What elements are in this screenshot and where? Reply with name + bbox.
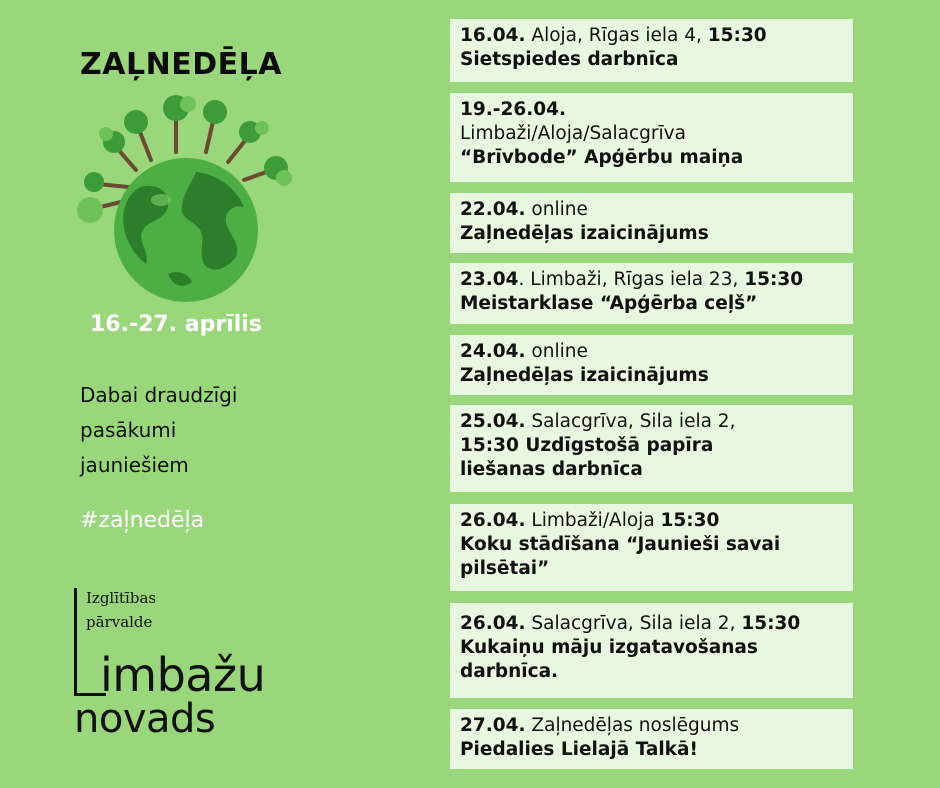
- event-card: [450, 603, 853, 698]
- event-card: [450, 405, 853, 492]
- event-title: “Brīvbode” Apģērbu maiņa: [460, 147, 744, 168]
- page-title: ZAĻNEDĒĻA: [80, 47, 282, 82]
- event-title: Piedalies Lielajā Talkā!: [460, 739, 698, 760]
- event-date: 27.04.: [460, 715, 526, 736]
- event-place: Limbaži/Aloja: [525, 510, 661, 531]
- event-place: online: [525, 341, 588, 362]
- event-title: liešanas darbnīca: [460, 459, 643, 480]
- event-title: Zaļnedēļas izaicinājums: [460, 223, 709, 244]
- event-title: 15:30 Uzdīgstošā papīra: [460, 435, 714, 456]
- event-card: [450, 335, 853, 395]
- tagline-line: pasākumi: [80, 418, 177, 442]
- event-card: [450, 93, 853, 182]
- event-place: Salacgrīva, Sila iela 2,: [525, 411, 736, 432]
- logo-bar: [74, 588, 77, 696]
- event-card: [450, 709, 853, 769]
- logo-name-1: imbažu: [100, 648, 266, 702]
- event-title: darbnīca.: [460, 661, 559, 682]
- event-time: 15:30: [660, 510, 720, 531]
- event-place: . Limbaži, Rīgas iela 23,: [518, 269, 745, 290]
- event-place: online: [525, 199, 588, 220]
- logo-name-2: novads: [74, 696, 216, 742]
- event-card: [450, 263, 853, 324]
- event-list: [450, 0, 856, 788]
- event-date: 26.04.: [460, 510, 526, 531]
- event-date: 25.04.: [460, 411, 526, 432]
- event-title: Zaļnedēļas izaicinājums: [460, 365, 709, 386]
- event-card: [450, 504, 853, 591]
- event-place: Salacgrīva, Sila iela 2,: [525, 613, 742, 634]
- event-place: Aloja, Rīgas iela 4,: [525, 25, 708, 46]
- event-date: 23.04: [460, 269, 519, 290]
- hashtag: #zaļnedēļa: [80, 508, 205, 533]
- event-title: Sietspiedes darbnīca: [460, 49, 679, 70]
- event-place: Limbaži/Aloja/Salacgrīva: [460, 123, 686, 144]
- event-title: pilsētai”: [460, 558, 550, 579]
- event-title: Meistarklase “Apģērba ceļš”: [460, 293, 758, 314]
- event-place: Zaļnedēļas noslēgums: [525, 715, 740, 736]
- event-title: Kukaiņu māju izgatavošanas: [460, 637, 758, 658]
- tagline: [80, 378, 237, 483]
- event-time: 15:30: [707, 25, 767, 46]
- poster-left-panel: [0, 0, 440, 788]
- green-globe-with-trees-icon: [76, 92, 302, 304]
- logo-line-2: pārvalde: [86, 613, 153, 631]
- event-date: 26.04.: [460, 613, 526, 634]
- tagline-line: jauniešiem: [80, 453, 189, 477]
- limbazu-novads-logo: [74, 588, 314, 748]
- tagline-line: Dabai draudzīgi: [80, 383, 238, 407]
- event-date: 16.04.: [460, 25, 526, 46]
- event-date: 24.04.: [460, 341, 526, 362]
- event-card: [450, 193, 853, 253]
- logo-line-1: Izglītības: [86, 589, 157, 607]
- event-time: 15:30: [744, 269, 804, 290]
- event-date: 22.04.: [460, 199, 526, 220]
- event-date: 19.-26.04.: [460, 99, 566, 120]
- event-time: 15:30: [741, 613, 801, 634]
- event-dates: 16.-27. aprīlis: [90, 312, 262, 337]
- event-card: [450, 19, 853, 82]
- event-title: Koku stādīšana “Jaunieši savai: [460, 534, 781, 555]
